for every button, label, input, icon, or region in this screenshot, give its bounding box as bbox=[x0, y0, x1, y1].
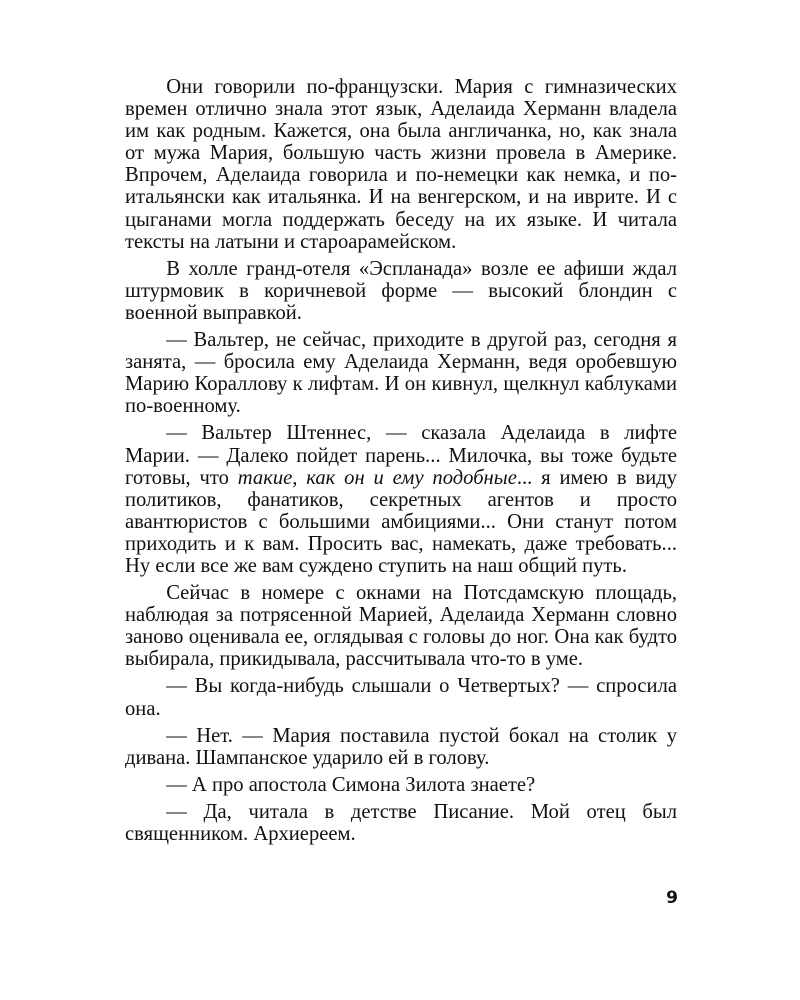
page-number: 9 bbox=[666, 888, 678, 908]
paragraph-4 bbox=[125, 422, 677, 577]
paragraph-2 bbox=[125, 258, 677, 324]
italic-phrase: такие, как он и ему подобные bbox=[237, 466, 517, 489]
text-run: — Да, читала в детстве Писание. Мой отец был священником. Архиереем. bbox=[125, 800, 677, 845]
paragraph-7 bbox=[125, 725, 677, 769]
paragraph-8 bbox=[125, 774, 677, 796]
text-run: Сейчас в номере с окнами на Потсдамскую площадь, наблюдая за потрясенной Марией, Аделаида Херманн словно заново оценивала ее, оглядывая с головы до ног. Она как будто выбирала, прикидывала, рассчитывала что-то в уме. bbox=[125, 582, 677, 671]
text-run: ... я имею в виду политиков, фанатиков, секретных агентов и просто авантюристов с большими амбициями... Они станут потом приходить и к вам. Просить вас, намекать, даже требовать... Ну если все же вам суждено ступить на наш общий путь. bbox=[125, 466, 677, 577]
text-run: Они говорили по-французски. Мария с гимназических времен отлично знала этот язык, Аделаида Херманн владела им как родным. Кажется, она была англичанка, но, как знала от мужа Мария, большую часть жизни провела в Америке. Впрочем, Аделаида говорила и по-немецки как немка, и по-итальянски как итальянка. И на венгерском, и на иврите. И с цыганами могла поддержать беседу на их языке. И читала тексты на латыни и староарамейском. bbox=[125, 76, 677, 253]
text-run: — А про апостола Симона Зилота знаете? bbox=[166, 773, 536, 796]
body-text bbox=[125, 76, 677, 845]
text-run: — Нет. — Мария поставила пустой бокал на столик у дивана. Шампанское ударило ей в голову. bbox=[125, 724, 677, 769]
paragraph-1 bbox=[125, 76, 677, 253]
text-run: — Вы когда-нибудь слышали о Четвертых? — спросила она. bbox=[125, 675, 677, 720]
text-run: В холле гранд-отеля «Эспланада» возле ее афиши ждал штурмовик в коричневой форме — высокий блондин с военной выправкой. bbox=[125, 257, 677, 324]
paragraph-5 bbox=[125, 582, 677, 670]
text-run: — Вальтер, не сейчас, приходите в другой раз, сегодня я занята, — бросила ему Аделаида Херманн, ведя оробевшую Марию Кораллову к лифтам. И он кивнул, щелкнул каблуками по-военному. bbox=[125, 329, 677, 418]
paragraph-6 bbox=[125, 675, 677, 719]
text-run: — Вальтер Штеннес, — сказала Аделаида в лифте Марии. — Далеко пойдет парень... Милочка, вы тоже будьте готовы, что bbox=[125, 422, 677, 489]
paragraph-3 bbox=[125, 329, 677, 417]
paragraph-9 bbox=[125, 801, 677, 845]
